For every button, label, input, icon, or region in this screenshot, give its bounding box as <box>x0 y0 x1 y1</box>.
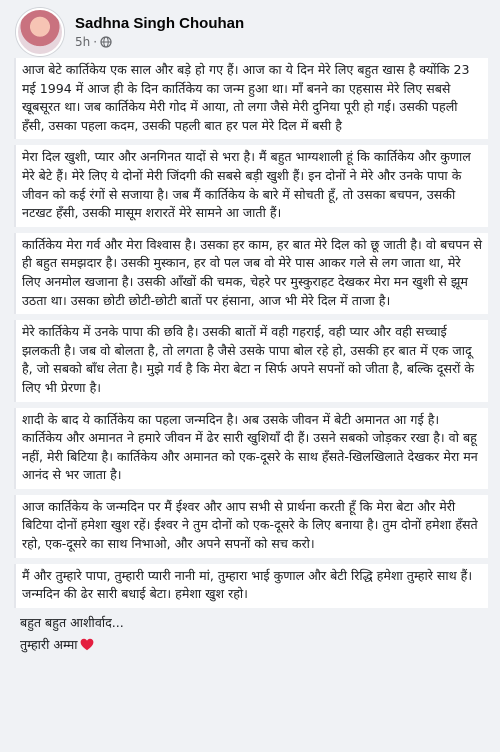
separator-dot: · <box>93 35 98 49</box>
post-paragraph-7: मैं और तुम्हारे पापा, तुम्हारी प्यारी नानी मां, तुम्हारा भाई कुणाल और बेटी रिद्धि हमेशा तुम्हारे साथ हैं। जन्मदिन की ढेर सारी बधाई बेटा। हमेशा खुश रहो। <box>14 564 488 608</box>
post-paragraph-2: मेरा दिल खुशी, प्यार और अनगिनत यादों से भरा है। मैं बहुत भाग्यशाली हूं कि कार्तिकेय और कुणाल मेरे बेटे हैं। मेरे लिए ये दोनों मेरी जिंदगी की सबसे बड़ी खुशी हैं। इन दोनों ने मेरे और उनके पापा के जीवन को कई रंगों से सजाया है। जब मैं कार्तिकेय के बारे में सोचती हूँ, तो उसका बचपन, उसकी नटखट हँसी, उसकी मासूम शरारतें मेरे सामने आ जाती हैं। <box>14 145 488 226</box>
heart-icon <box>80 638 94 657</box>
avatar[interactable] <box>16 8 64 56</box>
post-time[interactable]: 5h <box>75 35 91 49</box>
post-body <box>14 58 488 657</box>
post-paragraph-3: कार्तिकेय मेरा गर्व और मेरा विश्वास है। उसका हर काम, हर बात मेरे दिल को छू जाती है। वो बचपन से ही बहुत समझदार है। उसकी मुस्कान, हर वो पल जब वो मेरे पास आकर गले से लग जाता था, मेरे लिए अनमोल खजाना है। उसकी आँखों की चमक, चेहरे पर मुस्कुराहट देखकर मेरा मन खुशी से झूम उठता था। उसका छोटी छोटी-छोटी बातों पर हंसाना, आज भी मेरे दिल में ताजा है। <box>14 233 488 314</box>
post-paragraph-4: मेरे कार्तिकेय में उनके पापा की छवि है। उसकी बातों में वही गहराई, वही प्यार और वही सच्चाई झलकती है। जब वो बोलता है, तो लगता है जैसे उसके पापा बोल रहे हो, उसकी हर बात में एक जादू है, जो सबको बाँध लेता है। मुझे गर्व है कि मेरा बेटा न सिर्फ अपने सपनों को जीता है, बल्कि दूसरों के लिए भी प्रेरणा है। <box>14 320 488 401</box>
author-name[interactable]: Sadhna Singh Chouhan <box>75 15 245 32</box>
post-paragraph-5: शादी के बाद ये कार्तिकेय का पहला जन्मदिन है। अब उसके जीवन में बेटी अमानत आ गई है। कार्तिकेय और अमानत ने हमारे जीवन में ढेर सारी खुशियाँ दी हैं। उसने सबको जोड़कर रखा है। वो बहू नहीं, मेरी बिटिया है। कार्तिकेय और अमानत को एक-दूसरे के साथ हँसते-खिलखिलाते देखकर मेरा मन आनंद से भर जाता है। <box>14 408 488 489</box>
post-meta <box>75 14 244 50</box>
post-closing: बहुत बहुत आशीर्वाद... <box>20 614 124 630</box>
post-paragraph-1: आज बेटे कार्तिकेय एक साल और बड़े हो गए हैं। आज का ये दिन मेरे लिए बहुत खास है क्योंकि 23 मई 1994 में आज ही के दिन कार्तिकेय का जन्म हुआ था। माँ बनने का एहसास मेरे लिए सबसे खूबसूरत था। जब कार्तिकेय मेरी गोद में आया, तो लगा जैसे मेरी दुनिया पूरी हो गई। उसकी पहली हँसी, उसका पहला कदम, उसकी पहली बात हर पल मेरे दिल में बसी है <box>14 58 488 139</box>
post-subline <box>75 34 244 50</box>
post-header <box>16 8 244 56</box>
globe-icon[interactable] <box>100 36 112 48</box>
post-signature: तुम्हारी अम्मा <box>20 637 78 653</box>
post-signature-line <box>14 636 488 657</box>
post-paragraph-6: आज कार्तिकेय के जन्मदिन पर मैं ईश्वर और आप सभी से प्रार्थना करती हूँ कि मेरा बेटा और मेरी बिटिया दोनों हमेशा खुश रहें। ईश्वर ने तुम दोनों को एक-दूसरे के लिए बनाया है। तुम दोनों हमेशा हँसते रहो, एक-दूसरे का साथ निभाओ, और अपने सपनों को सच करो। <box>14 495 488 558</box>
